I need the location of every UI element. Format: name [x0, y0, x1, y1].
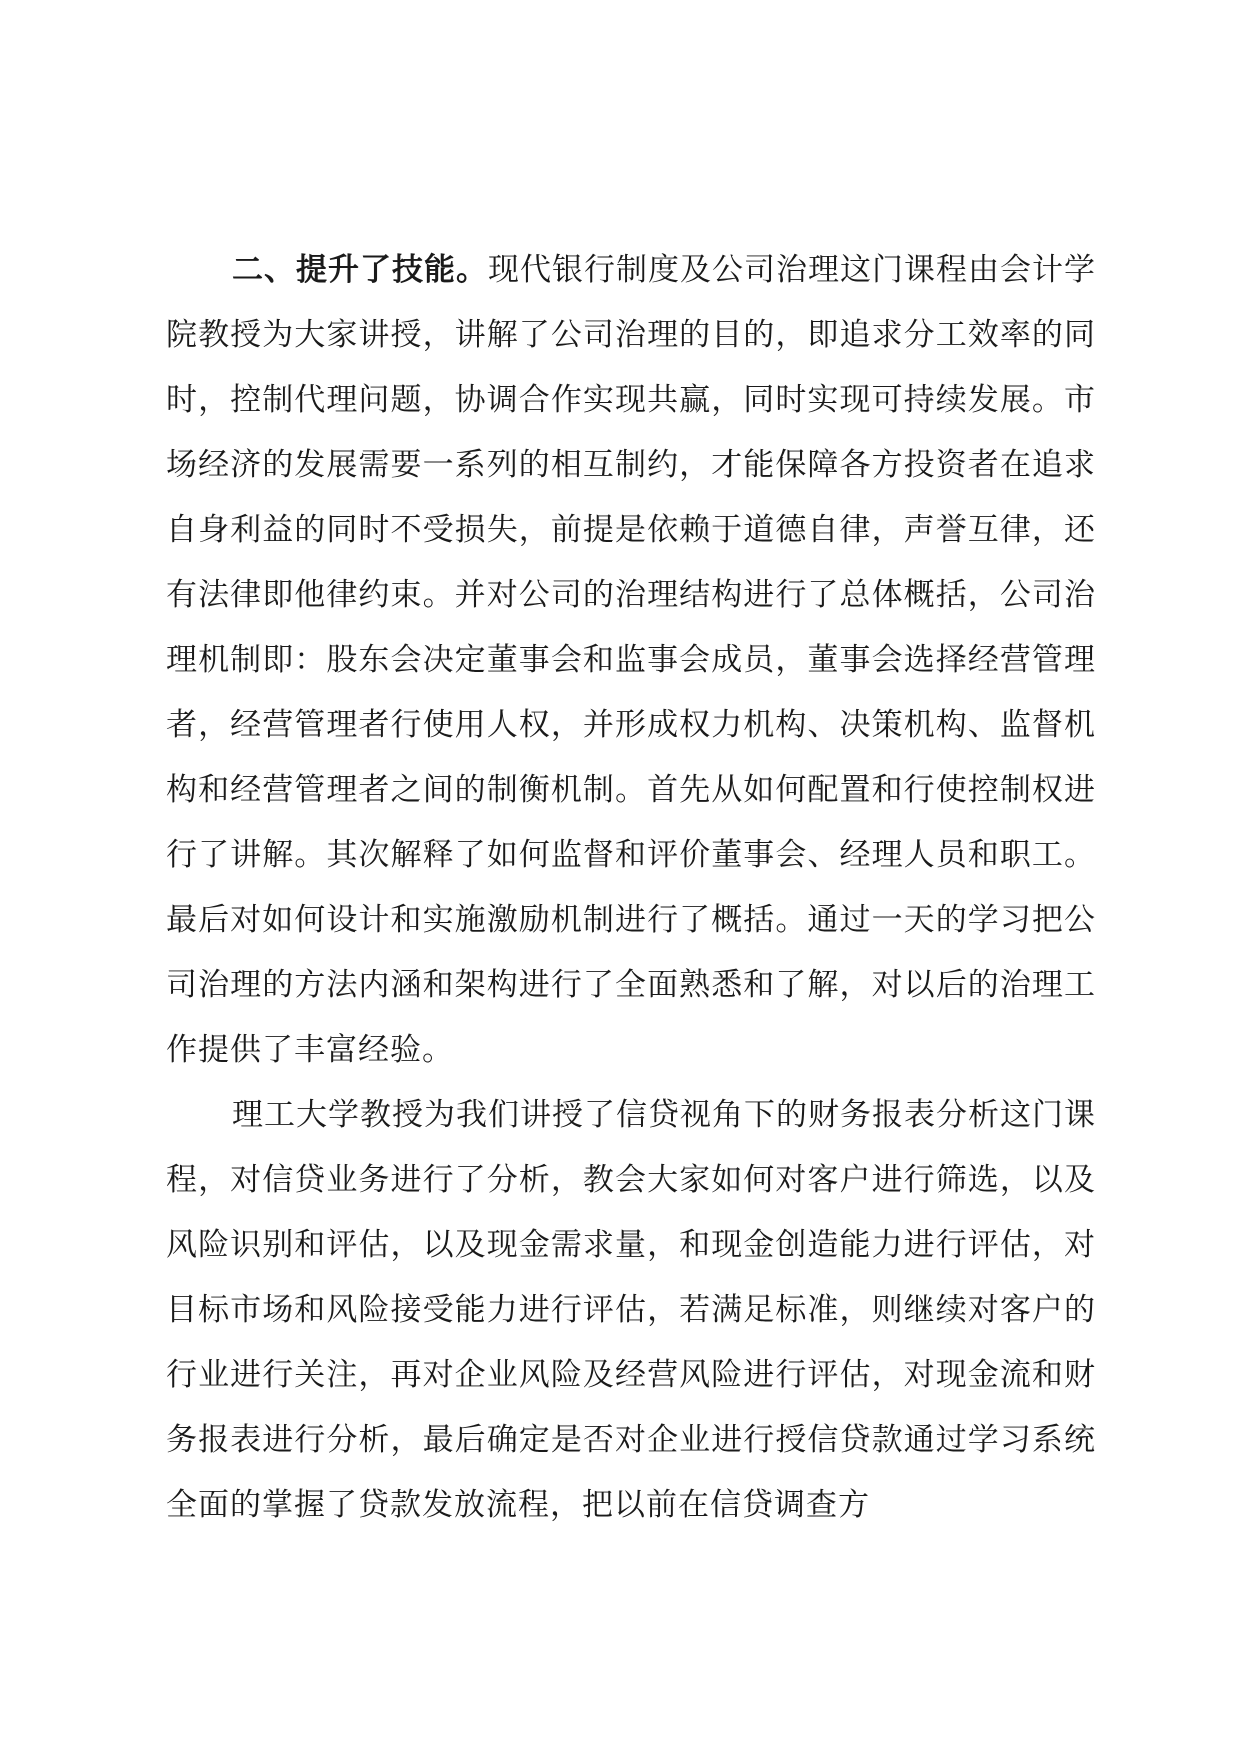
paragraph-text: 理工大学教授为我们讲授了信贷视角下的财务报表分析这门课程，对信贷业务进行了分析，教会大家如何对客户进行筛选，以及风险识别和评估，以及现金需求量，和现金创造能力进行评估，对目标市场和风险接受能力进行评估，若满足标准，则继续对客户的行业进行关注，再对企业风险及经营风险进行评估，对现金流和财务报表进行分析，最后确定是否对企业进行授信贷款通过学习系统全面的掌握了贷款发放流程，把以前在信贷调查方 — [166, 1097, 1096, 1523]
body-text — [166, 238, 1096, 1538]
paragraph-text: 现代银行制度及公司治理这门课程由会计学院教授为大家讲授，讲解了公司治理的目的，即追求分工效率的同时，控制代理问题，协调合作实现共赢，同时实现可持续发展。市场经济的发展需要一系列的相互制约，才能保障各方投资者在追求自身利益的同时不受损失，前提是依赖于道德自律，声誉互律，还有法律即他律约束。并对公司的治理结构进行了总体概括，公司治理机制即：股东会决定董事会和监事会成员，董事会选择经营管理者，经营管理者行使用人权，并形成权力机构、决策机构、监督机构和经营管理者之间的制衡机制。首先从如何配置和行使控制权进行了讲解。其次解释了如何监督和评价董事会、经理人员和职工。最后对如何设计和实施激励机制进行了概括。通过一天的学习把公司治理的方法内涵和架构进行了全面熟悉和了解，对以后的治理工作提供了丰富经验。 — [166, 252, 1096, 1068]
paragraph-skills — [166, 238, 1096, 1083]
paragraph-credit-analysis — [166, 1083, 1096, 1538]
section-heading: 二、提升了技能。 — [232, 252, 488, 288]
